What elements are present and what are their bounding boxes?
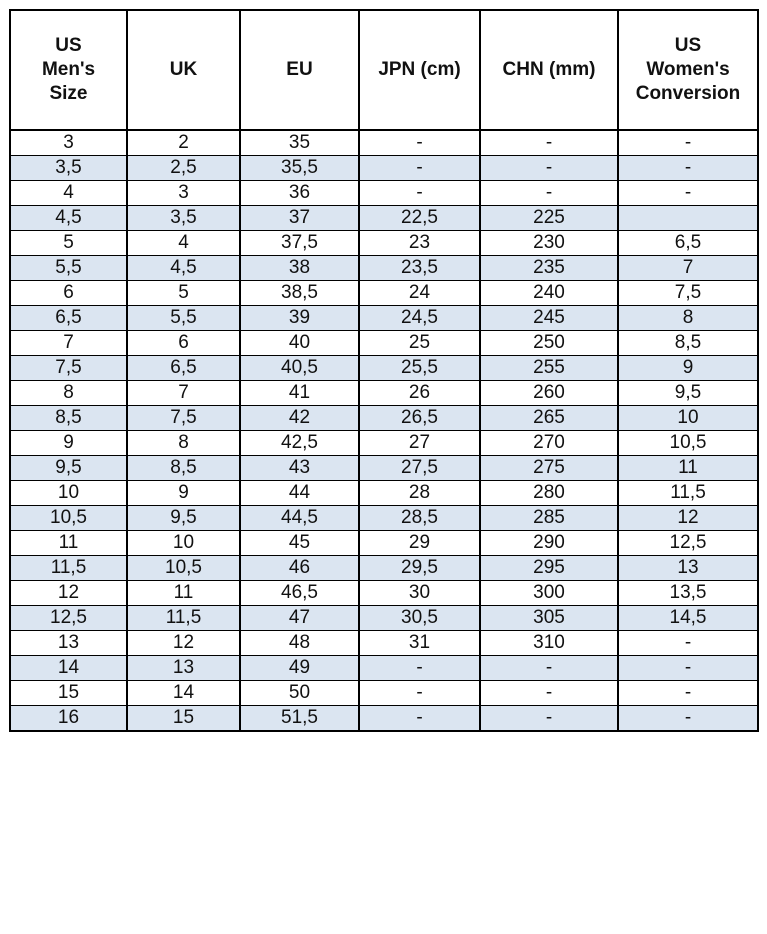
cell-us-womens-conversion: 11,5 <box>618 481 758 506</box>
cell-us-womens-conversion: 9 <box>618 356 758 381</box>
cell-us-mens-size: 12 <box>10 581 127 606</box>
cell-jpn-cm: 22,5 <box>359 206 480 231</box>
table-row <box>10 556 758 581</box>
cell-us-womens-conversion: - <box>618 181 758 206</box>
cell-us-womens-conversion: 9,5 <box>618 381 758 406</box>
cell-us-mens-size: 13 <box>10 631 127 656</box>
cell-jpn-cm: - <box>359 156 480 181</box>
cell-chn-mm: 280 <box>480 481 618 506</box>
cell-uk: 10,5 <box>127 556 240 581</box>
table-row <box>10 156 758 181</box>
table-row <box>10 306 758 331</box>
cell-jpn-cm: 29 <box>359 531 480 556</box>
cell-chn-mm: 295 <box>480 556 618 581</box>
cell-us-womens-conversion: 14,5 <box>618 606 758 631</box>
cell-us-womens-conversion <box>618 206 758 231</box>
cell-eu: 40 <box>240 331 359 356</box>
table-row <box>10 606 758 631</box>
table-row <box>10 456 758 481</box>
cell-jpn-cm: 31 <box>359 631 480 656</box>
cell-jpn-cm: 23 <box>359 231 480 256</box>
cell-us-mens-size: 4 <box>10 181 127 206</box>
table-row <box>10 431 758 456</box>
cell-uk: 9 <box>127 481 240 506</box>
cell-jpn-cm: 26 <box>359 381 480 406</box>
cell-us-womens-conversion: 13,5 <box>618 581 758 606</box>
cell-jpn-cm: 27,5 <box>359 456 480 481</box>
cell-chn-mm: - <box>480 706 618 732</box>
header-us-mens-size: US Men's Size <box>10 10 127 130</box>
cell-jpn-cm: - <box>359 656 480 681</box>
cell-chn-mm: 275 <box>480 456 618 481</box>
cell-uk: 4,5 <box>127 256 240 281</box>
cell-jpn-cm: 30 <box>359 581 480 606</box>
cell-eu: 37,5 <box>240 231 359 256</box>
cell-us-mens-size: 3 <box>10 130 127 156</box>
cell-us-mens-size: 8,5 <box>10 406 127 431</box>
cell-us-womens-conversion: - <box>618 156 758 181</box>
cell-jpn-cm: 29,5 <box>359 556 480 581</box>
cell-us-mens-size: 12,5 <box>10 606 127 631</box>
cell-us-womens-conversion: 10 <box>618 406 758 431</box>
cell-us-womens-conversion: - <box>618 706 758 732</box>
cell-us-womens-conversion: 6,5 <box>618 231 758 256</box>
cell-us-womens-conversion: - <box>618 656 758 681</box>
cell-eu: 51,5 <box>240 706 359 732</box>
cell-us-mens-size: 11,5 <box>10 556 127 581</box>
cell-jpn-cm: - <box>359 130 480 156</box>
table-row <box>10 531 758 556</box>
cell-us-womens-conversion: 8,5 <box>618 331 758 356</box>
cell-eu: 46,5 <box>240 581 359 606</box>
cell-uk: 2,5 <box>127 156 240 181</box>
cell-us-mens-size: 5 <box>10 231 127 256</box>
cell-us-mens-size: 7,5 <box>10 356 127 381</box>
cell-eu: 37 <box>240 206 359 231</box>
cell-uk: 7 <box>127 381 240 406</box>
cell-chn-mm: 245 <box>480 306 618 331</box>
cell-uk: 14 <box>127 681 240 706</box>
cell-uk: 2 <box>127 130 240 156</box>
cell-chn-mm: 250 <box>480 331 618 356</box>
cell-jpn-cm: - <box>359 181 480 206</box>
cell-us-mens-size: 8 <box>10 381 127 406</box>
cell-us-mens-size: 6,5 <box>10 306 127 331</box>
cell-jpn-cm: 24 <box>359 281 480 306</box>
cell-us-womens-conversion: 12,5 <box>618 531 758 556</box>
cell-chn-mm: 270 <box>480 431 618 456</box>
header-us-womens-conversion: US Women's Conversion <box>618 10 758 130</box>
cell-chn-mm: - <box>480 156 618 181</box>
cell-us-womens-conversion: 11 <box>618 456 758 481</box>
table-row <box>10 506 758 531</box>
cell-us-mens-size: 4,5 <box>10 206 127 231</box>
cell-uk: 15 <box>127 706 240 732</box>
cell-chn-mm: 290 <box>480 531 618 556</box>
cell-eu: 40,5 <box>240 356 359 381</box>
header-row <box>10 10 758 130</box>
cell-eu: 36 <box>240 181 359 206</box>
table-row <box>10 381 758 406</box>
cell-us-mens-size: 6 <box>10 281 127 306</box>
cell-us-womens-conversion: 10,5 <box>618 431 758 456</box>
cell-jpn-cm: 28 <box>359 481 480 506</box>
cell-uk: 5,5 <box>127 306 240 331</box>
cell-uk: 11,5 <box>127 606 240 631</box>
cell-us-womens-conversion: 7,5 <box>618 281 758 306</box>
table-row <box>10 206 758 231</box>
cell-chn-mm: - <box>480 181 618 206</box>
table-row <box>10 181 758 206</box>
cell-uk: 8,5 <box>127 456 240 481</box>
cell-uk: 6,5 <box>127 356 240 381</box>
cell-eu: 43 <box>240 456 359 481</box>
cell-jpn-cm: 23,5 <box>359 256 480 281</box>
cell-chn-mm: - <box>480 130 618 156</box>
cell-us-mens-size: 14 <box>10 656 127 681</box>
cell-chn-mm: - <box>480 681 618 706</box>
table-row <box>10 331 758 356</box>
table-row <box>10 231 758 256</box>
cell-eu: 48 <box>240 631 359 656</box>
cell-jpn-cm: 25 <box>359 331 480 356</box>
table-row <box>10 356 758 381</box>
cell-jpn-cm: 25,5 <box>359 356 480 381</box>
cell-chn-mm: 300 <box>480 581 618 606</box>
shoe-size-table <box>9 9 759 732</box>
cell-jpn-cm: 30,5 <box>359 606 480 631</box>
cell-uk: 5 <box>127 281 240 306</box>
cell-us-mens-size: 5,5 <box>10 256 127 281</box>
cell-eu: 44,5 <box>240 506 359 531</box>
cell-us-mens-size: 9 <box>10 431 127 456</box>
cell-chn-mm: 240 <box>480 281 618 306</box>
cell-chn-mm: - <box>480 656 618 681</box>
cell-us-womens-conversion: - <box>618 681 758 706</box>
table-row <box>10 256 758 281</box>
cell-uk: 8 <box>127 431 240 456</box>
table-row <box>10 681 758 706</box>
header-jpn-cm: JPN (cm) <box>359 10 480 130</box>
table-row <box>10 656 758 681</box>
cell-uk: 12 <box>127 631 240 656</box>
header-eu: EU <box>240 10 359 130</box>
table-row <box>10 406 758 431</box>
cell-us-womens-conversion: 13 <box>618 556 758 581</box>
table-row <box>10 706 758 732</box>
cell-jpn-cm: - <box>359 681 480 706</box>
cell-uk: 3 <box>127 181 240 206</box>
cell-us-womens-conversion: 12 <box>618 506 758 531</box>
cell-chn-mm: 225 <box>480 206 618 231</box>
cell-uk: 11 <box>127 581 240 606</box>
cell-us-womens-conversion: 7 <box>618 256 758 281</box>
table-row <box>10 581 758 606</box>
cell-chn-mm: 230 <box>480 231 618 256</box>
cell-us-womens-conversion: - <box>618 130 758 156</box>
cell-eu: 39 <box>240 306 359 331</box>
cell-us-womens-conversion: - <box>618 631 758 656</box>
cell-us-womens-conversion: 8 <box>618 306 758 331</box>
cell-eu: 42,5 <box>240 431 359 456</box>
cell-eu: 35,5 <box>240 156 359 181</box>
cell-us-mens-size: 15 <box>10 681 127 706</box>
cell-eu: 47 <box>240 606 359 631</box>
cell-chn-mm: 260 <box>480 381 618 406</box>
cell-us-mens-size: 3,5 <box>10 156 127 181</box>
cell-eu: 44 <box>240 481 359 506</box>
cell-chn-mm: 235 <box>480 256 618 281</box>
cell-jpn-cm: 24,5 <box>359 306 480 331</box>
cell-uk: 6 <box>127 331 240 356</box>
cell-uk: 13 <box>127 656 240 681</box>
cell-uk: 10 <box>127 531 240 556</box>
cell-eu: 35 <box>240 130 359 156</box>
cell-uk: 4 <box>127 231 240 256</box>
cell-chn-mm: 285 <box>480 506 618 531</box>
cell-jpn-cm: 26,5 <box>359 406 480 431</box>
cell-uk: 3,5 <box>127 206 240 231</box>
cell-chn-mm: 265 <box>480 406 618 431</box>
cell-uk: 7,5 <box>127 406 240 431</box>
cell-eu: 42 <box>240 406 359 431</box>
cell-eu: 38,5 <box>240 281 359 306</box>
cell-chn-mm: 310 <box>480 631 618 656</box>
cell-us-mens-size: 10,5 <box>10 506 127 531</box>
cell-eu: 50 <box>240 681 359 706</box>
table-row <box>10 281 758 306</box>
cell-us-mens-size: 9,5 <box>10 456 127 481</box>
cell-eu: 46 <box>240 556 359 581</box>
cell-jpn-cm: 28,5 <box>359 506 480 531</box>
cell-us-mens-size: 10 <box>10 481 127 506</box>
cell-eu: 38 <box>240 256 359 281</box>
table-row <box>10 481 758 506</box>
cell-eu: 45 <box>240 531 359 556</box>
cell-us-mens-size: 16 <box>10 706 127 732</box>
header-chn-mm: CHN (mm) <box>480 10 618 130</box>
cell-eu: 41 <box>240 381 359 406</box>
table-row <box>10 130 758 156</box>
cell-jpn-cm: 27 <box>359 431 480 456</box>
cell-us-mens-size: 11 <box>10 531 127 556</box>
cell-jpn-cm: - <box>359 706 480 732</box>
cell-chn-mm: 255 <box>480 356 618 381</box>
header-uk: UK <box>127 10 240 130</box>
cell-uk: 9,5 <box>127 506 240 531</box>
table-row <box>10 631 758 656</box>
cell-eu: 49 <box>240 656 359 681</box>
cell-chn-mm: 305 <box>480 606 618 631</box>
cell-us-mens-size: 7 <box>10 331 127 356</box>
